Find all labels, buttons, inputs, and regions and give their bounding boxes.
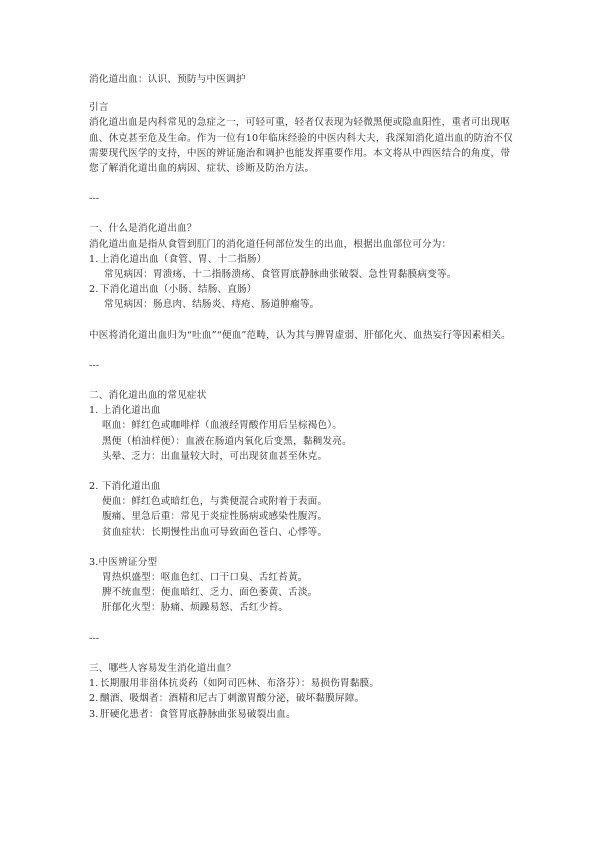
spacer <box>89 464 514 479</box>
section2-heading: 二、消化道出血的常见症状 <box>89 390 207 402</box>
symptom-line: 头晕、乏力：出血量较大时，可出现贫血甚至休克。 <box>102 450 328 462</box>
list-item <box>89 691 514 706</box>
spacer <box>89 313 514 328</box>
spacer <box>89 540 514 555</box>
symptom-group-title: 3.中医辨证分型 <box>89 556 158 568</box>
list-number: 2. <box>89 284 99 296</box>
section1-intro: 消化道出血是指从食管到肛门的消化道任何部位发生的出血，根据出血部位可分为： <box>89 238 452 250</box>
symptom-group-title: 2. 下消化道出血 <box>89 481 161 493</box>
section1-heading: 一、什么是消化道出血？ <box>89 223 197 235</box>
document-page <box>89 72 514 722</box>
symptom-line: 肝郁化火型：胁痛、烦躁易怒、舌红少苔。 <box>102 602 289 614</box>
list-item-text: 酗酒、吸烟者：酒精和尼古丁刺激胃酸分泌，破坏黏膜屏障。 <box>100 693 365 705</box>
list-item-text: 长期服用非甾体抗炎药（如阿司匹林、布洛芬）：易损伤胃黏膜。 <box>100 678 380 690</box>
spacer <box>89 87 514 100</box>
tcm-paragraph: 中医将消化道出血归为“吐血”“便血”范畴，认为其与脾胃虚弱、肝郁化火、血热妄行等因素相关。 <box>89 329 511 341</box>
spacer <box>89 616 514 631</box>
list-item-label: 下消化道出血（小肠、结肠、直肠） <box>100 284 257 296</box>
list-item-text: 肝硬化患者：食管胃底静脉曲张易破裂出血。 <box>100 708 296 720</box>
list-item-detail: 常见病因：肠息肉、结肠炎、痔疮、肠道肿瘤等。 <box>104 299 320 311</box>
intro-heading: 引言 <box>89 102 109 114</box>
section-divider: --- <box>89 193 100 205</box>
list-item <box>89 282 514 297</box>
spacer <box>89 176 514 191</box>
spacer <box>89 646 514 661</box>
symptom-line: 贫血症状：长期慢性出血可导致面色苍白、心悸等。 <box>102 526 328 538</box>
list-number: 3. <box>89 708 99 720</box>
section-divider: --- <box>89 632 100 644</box>
symptom-line: 胃热炽盛型：呕血色红、口干口臭、舌红苔黄。 <box>102 572 308 584</box>
list-number: 1. <box>89 678 99 690</box>
section3-heading: 三、哪些人容易发生消化道出血？ <box>89 662 236 674</box>
list-number: 2. <box>89 693 99 705</box>
list-item <box>89 252 514 267</box>
section-divider: --- <box>89 359 100 371</box>
symptom-line: 脾不统血型：便血暗红、乏力、面色萎黄、舌淡。 <box>102 587 318 599</box>
symptom-line: 黑便（柏油样便）：血液在肠道内氧化后变黑，黏稠发亮。 <box>102 435 352 447</box>
spacer <box>89 206 514 221</box>
intro-paragraph: 消化道出血是内科常见的急症之一，可轻可重，轻者仅表现为轻微黑便或隐血阳性，重者可出现呕血、休克甚至危及生命。作为一位有10年临床经验的中医内科大夫，我深知消化道出血的防治不仅需要现代医学的支持，中医的辨证施治和调护也能发挥重要作用。本文将从中西医结合的角度，带您了解消化道出血的病因、症状、诊断及防治方法。 <box>89 117 513 175</box>
spacer <box>89 373 514 388</box>
list-item-detail: 常见病因：胃溃疡、十二指肠溃疡、食管胃底静脉曲张破裂、急性胃黏膜病变等。 <box>104 269 457 281</box>
list-item <box>89 676 514 691</box>
symptom-group-title: 1. 上消化道出血 <box>89 405 161 417</box>
symptom-line: 呕血：鲜红色或咖啡样（血液经胃酸作用后呈棕褐色）。 <box>102 420 343 432</box>
list-item <box>89 707 514 722</box>
spacer <box>89 343 514 358</box>
symptom-line: 便血：鲜红色或暗红色，与粪便混合或附着于表面。 <box>102 496 328 508</box>
symptom-line: 腹痛、里急后重：常见于炎症性肠病或感染性腹泻。 <box>102 511 328 523</box>
list-item-label: 上消化道出血（食管、胃、十二指肠） <box>100 253 267 265</box>
document-title: 消化道出血：认识、预防与中医调护 <box>89 74 246 85</box>
list-number: 1. <box>89 253 99 265</box>
